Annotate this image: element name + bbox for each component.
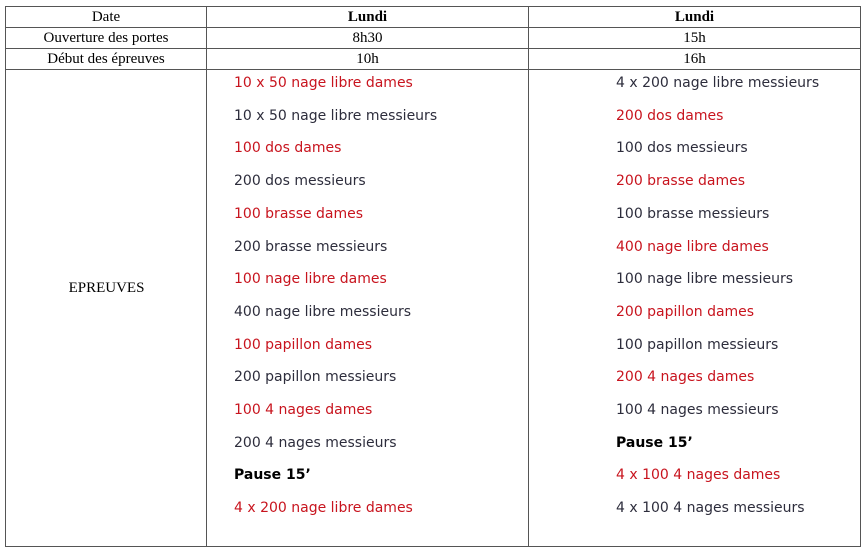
- event-item: 200 4 nages messieurs: [234, 434, 397, 451]
- event-item: Pause 15’: [616, 434, 693, 451]
- event-item: 100 dos messieurs: [616, 140, 748, 157]
- event-item: Pause 15’: [234, 467, 311, 484]
- event-item: 400 nage libre messieurs: [234, 303, 412, 320]
- event-item: 100 nage libre dames: [234, 271, 387, 288]
- event-item: 100 papillon messieurs: [616, 336, 779, 353]
- event-item: 200 papillon dames: [616, 303, 755, 320]
- event-item: 4 x 100 4 nages messieurs: [616, 500, 805, 517]
- event-item: 100 dos dames: [234, 140, 342, 157]
- event-item: 4 x 100 4 nages dames: [616, 467, 781, 484]
- col2-events-cell: [529, 70, 861, 547]
- col2-day: Lundi: [529, 7, 861, 28]
- event-item: 200 papillon messieurs: [234, 369, 397, 386]
- event-item: 200 dos dames: [616, 107, 724, 124]
- debut-label: Début des épreuves: [6, 49, 207, 70]
- event-item: 100 nage libre messieurs: [616, 271, 794, 288]
- event-item: 100 papillon dames: [234, 336, 373, 353]
- col2-events: [529, 70, 860, 546]
- header-row: [6, 7, 861, 28]
- epreuves-row: [6, 70, 861, 547]
- event-item: 100 4 nages dames: [234, 402, 373, 418]
- debut-row: [6, 49, 861, 70]
- epreuves-label: EPREUVES: [68, 280, 145, 296]
- event-item: 200 4 nages dames: [616, 369, 755, 386]
- event-item: 10 x 50 nage libre messieurs: [234, 107, 438, 124]
- col1-events-cell: [207, 70, 529, 547]
- date-label: Date: [6, 7, 207, 28]
- event-item: 200 brasse messieurs: [234, 238, 388, 255]
- event-item: 100 brasse dames: [234, 205, 364, 222]
- ouverture-col2: 15h: [529, 28, 861, 49]
- event-item: 100 4 nages messieurs: [616, 402, 779, 418]
- event-item: 4 x 200 nage libre messieurs: [616, 75, 820, 91]
- epreuves-label-cell: [6, 70, 207, 547]
- ouverture-col1: 8h30: [207, 28, 529, 49]
- event-item: 200 brasse dames: [616, 173, 746, 190]
- event-item: 200 dos messieurs: [234, 173, 366, 190]
- ouverture-row: [6, 28, 861, 49]
- ouverture-label: Ouverture des portes: [6, 28, 207, 49]
- event-item: 10 x 50 nage libre dames: [234, 75, 413, 91]
- debut-col2: 16h: [529, 49, 861, 70]
- debut-col1: 10h: [207, 49, 529, 70]
- event-item: 400 nage libre dames: [616, 238, 769, 255]
- event-item: 100 brasse messieurs: [616, 205, 770, 222]
- event-item: 4 x 200 nage libre dames: [234, 500, 413, 517]
- schedule-table: [5, 6, 861, 547]
- col1-events: [207, 70, 528, 546]
- col1-day: Lundi: [207, 7, 529, 28]
